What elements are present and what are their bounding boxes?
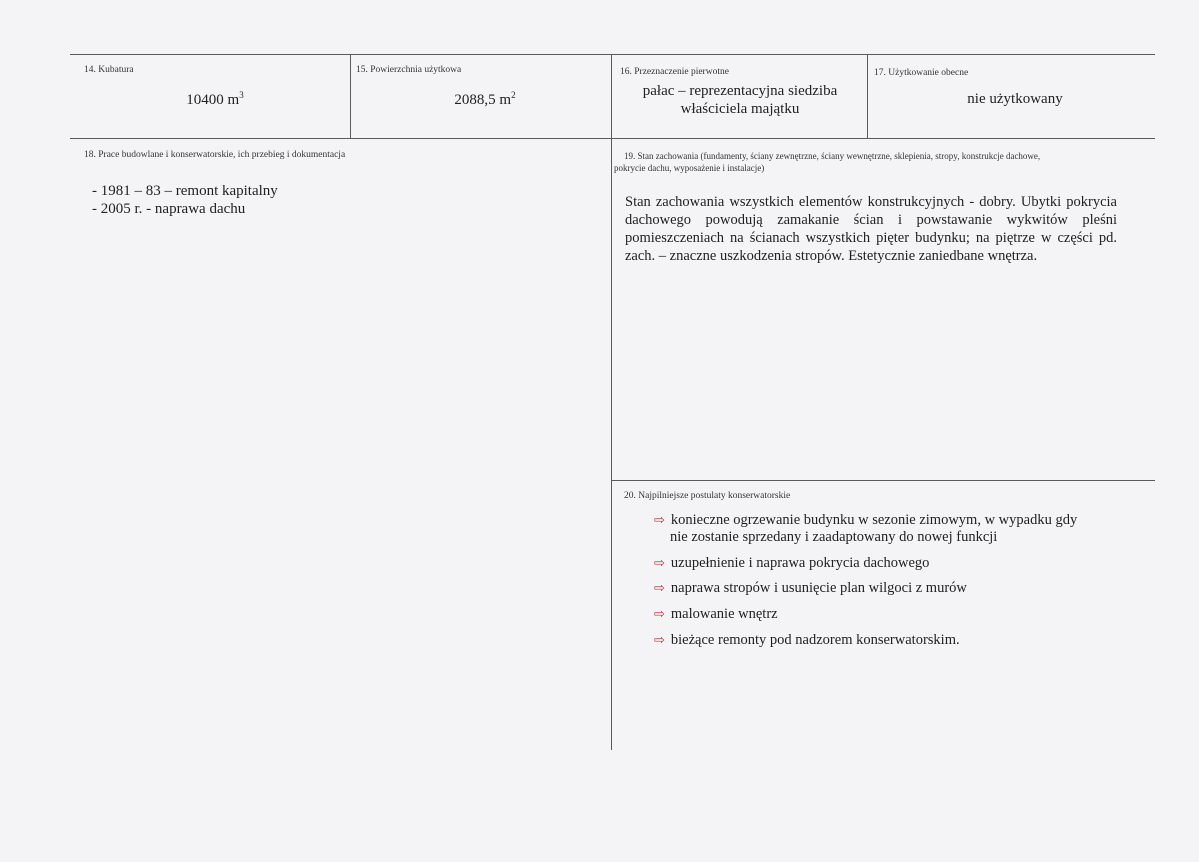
prace-item-2: - 2005 r. - naprawa dachu	[92, 201, 246, 217]
divider-14-15	[350, 54, 351, 138]
uzytkowanie-label: 17. Użytkowanie obecne	[874, 68, 969, 78]
prace-label: 18. Prace budowlane i konserwatorskie, ich przebieg i dokumentacja	[84, 150, 346, 160]
postulat-1-line1: konieczne ogrzewanie budynku w sezonie zimowym, w wypadku gdy	[670, 512, 1078, 528]
postulat-2	[654, 555, 929, 572]
powierzchnia-value	[420, 86, 550, 109]
postulat-4	[654, 606, 778, 623]
postulat-2-text: uzupełnienie i naprawa pokrycia dachowego	[670, 555, 930, 571]
powierzchnia-unit-exponent: 2	[511, 90, 516, 100]
uzytkowanie-value: nie użytkowany	[967, 91, 1063, 107]
arrow-right-icon: ⇨	[654, 513, 665, 528]
stan-label-line2: pokrycie dachu, wyposażenie i instalacje)	[614, 163, 765, 173]
przeznaczenie-value-line2: właściciela majątku	[680, 101, 800, 117]
arrow-right-icon: ⇨	[654, 556, 665, 571]
postulat-1	[654, 512, 1124, 546]
prace-list	[92, 182, 278, 218]
stan-label-line1: 19. Stan zachowania (fundamenty, ściany zewnętrzne, ściany wewnętrzne, sklepienia, stropy, konstrukcje dachowe,	[624, 151, 1041, 161]
divider-15-16	[611, 54, 612, 750]
powierzchnia-label: 15. Powierzchnia użytkowa	[356, 65, 462, 75]
kubatura-number: 10400 m	[186, 92, 240, 108]
postulat-3	[654, 580, 967, 597]
divider-16-17	[867, 54, 868, 138]
header-bottom-rule	[70, 138, 1155, 139]
postulat-1-line2: nie zostanie sprzedany i zaadaptowany do nowej funkcji	[670, 529, 998, 545]
postulaty-label: 20. Najpilniejsze postulaty konserwatorskie	[624, 491, 791, 501]
kubatura-unit-exponent: 3	[239, 90, 244, 100]
kubatura-value	[160, 86, 270, 109]
top-rule	[70, 54, 1155, 55]
postulat-5	[654, 632, 960, 649]
postulat-5-text: bieżące remonty pod nadzorem konserwatorskim.	[670, 632, 960, 648]
arrow-right-icon: ⇨	[654, 633, 665, 648]
przeznaczenie-value-line1: pałac – reprezentacyjna siedziba	[642, 83, 838, 99]
postulat-3-text: naprawa stropów i usunięcie plan wilgoci z murów	[670, 580, 967, 596]
kubatura-label: 14. Kubatura	[84, 65, 134, 75]
powierzchnia-number: 2088,5 m	[454, 92, 512, 108]
przeznaczenie-label: 16. Przeznaczenie pierwotne	[620, 67, 729, 77]
arrow-right-icon: ⇨	[654, 581, 665, 596]
postulat-4-text: malowanie wnętrz	[670, 606, 778, 622]
stan-text: Stan zachowania wszystkich elementów konstrukcyjnych - dobry. Ubytki pokrycia dachowego powodują zamakanie ścian i powstawanie wykwitów pleśni pomieszczeniach na ścianach wszystkich pięter budynku; na piętrze w części pd. zach. – znaczne uszkodzenia stropów. Estetycznie zaniedbane wnętrza.	[625, 194, 1117, 264]
prace-item-1: - 1981 – 83 – remont kapitalny	[92, 183, 278, 199]
arrow-right-icon: ⇨	[654, 607, 665, 622]
section-20-rule	[611, 480, 1155, 481]
